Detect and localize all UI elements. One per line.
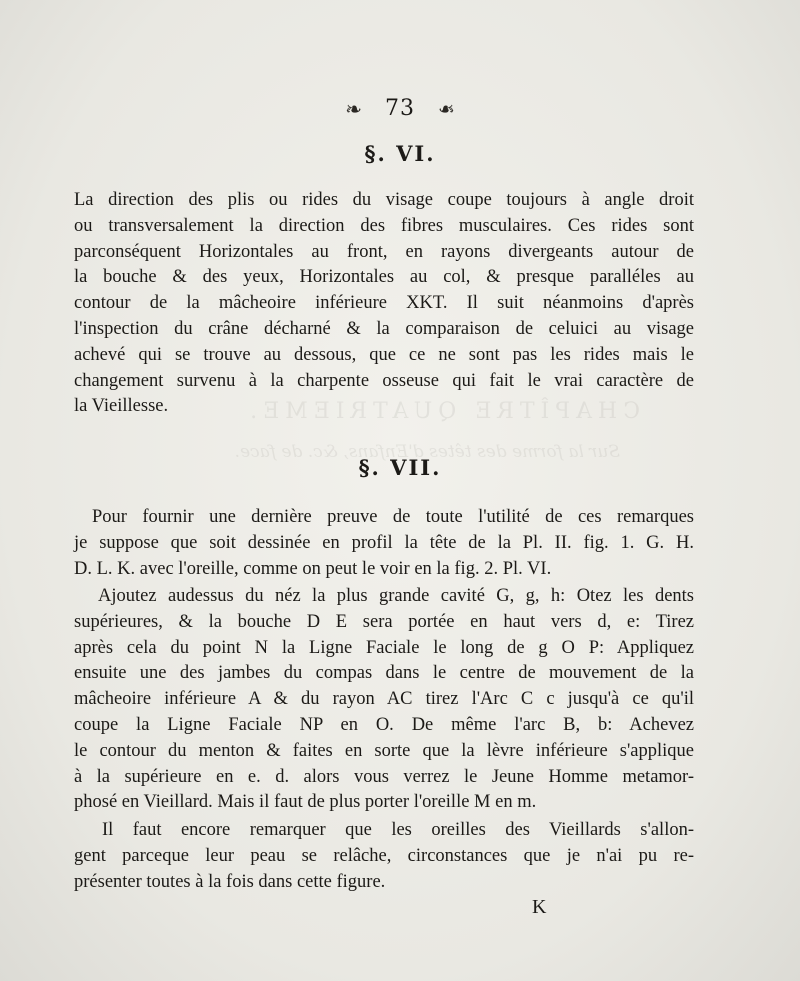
- page-header: [0, 96, 800, 121]
- section-6-paragraph: [74, 188, 694, 420]
- text-line: la Vieillesse.: [74, 396, 169, 417]
- section-7-paragraph-1: [74, 505, 694, 582]
- text-line: après cela du point N la Ligne Faciale le long de g O P: Appliquez: [74, 637, 694, 658]
- text-line: coupe la Ligne Faciale NP en O. De même l'arc B, b: Achevez: [74, 714, 694, 735]
- text-line: supérieures, & la bouche D E sera portée en haut vers d, e: Tirez: [74, 611, 694, 632]
- signature-mark: K: [532, 896, 547, 918]
- text-line: contour de la mâcheoire inférieure XKT. Il suit néanmoins d'après: [74, 293, 694, 314]
- text-line: à la supérieure en e. d. alors vous verrez le Jeune Homme metamor-: [74, 766, 694, 787]
- text-line: présenter toutes à la fois dans cette figure.: [74, 871, 386, 892]
- text-line: ensuite une des jambes du compas dans le centre de mouvement de la: [74, 663, 694, 684]
- text-line: mâcheoire inférieure A & du rayon AC tirez l'Arc C c jusqu'à ce qu'il: [74, 689, 694, 710]
- section-6-title: §. VI.: [364, 141, 436, 166]
- text-line: la bouche & des yeux, Horizontales au col, & presque paralléles au: [74, 267, 694, 288]
- bleed-subheading: Sur la forme des têtes d'Enfans, &c. de face.: [234, 442, 620, 462]
- text-line: l'inspection du crâne décharné & la comparaison de celuici au visage: [74, 318, 694, 339]
- text-line: achevé qui se trouve au dessous, que ce ne sont pas les rides mais le: [74, 344, 694, 365]
- bleed-heading: CHAPÎTRE QUATRIEME.: [244, 399, 640, 424]
- text-line: Pour fournir une dernière preuve de toute l'utilité de ces remarques: [92, 507, 694, 527]
- section-7-paragraph-2: [74, 584, 694, 816]
- text-line: phosé en Vieillard. Mais il faut de plus porter l'oreille M en m.: [74, 792, 537, 813]
- section-7-title: §. VII.: [358, 455, 442, 480]
- text-line: D. L. K. avec l'oreille, comme on peut le voir en la fig. 2. Pl. VI.: [74, 558, 552, 579]
- text-line: changement survenu à la charpente osseuse qui fait le vrai caractère de: [74, 370, 694, 391]
- text-line: parconséquent Horizontales au front, en rayons divergeants autour de: [74, 241, 694, 262]
- text-line: La direction des plis ou rides du visage coupe toujours à angle droit: [74, 190, 694, 210]
- text-line: ou transversalement la direction des fibres musculaires. Ces rides sont: [74, 215, 694, 236]
- text-line: Il faut encore remarquer que les oreilles des Vieillards s'allon-: [102, 820, 694, 840]
- section-7-paragraph-3: [74, 818, 694, 895]
- page-number: 73: [385, 96, 415, 121]
- left-ornament-icon: ❧: [345, 97, 363, 121]
- text-line: je suppose que soit dessinée en profil la tête de la Pl. II. fig. 1. G. H.: [74, 532, 694, 553]
- text-line: Ajoutez audessus du néz la plus grande cavité G, g, h: Otez les dents: [98, 586, 694, 606]
- right-ornament-icon: ❧: [437, 97, 455, 121]
- text-line: gent parceque leur peau se relâche, circonstances que je n'ai pu re-: [74, 845, 694, 866]
- text-line: le contour du menton & faites en sorte que la lèvre inférieure s'applique: [74, 740, 694, 761]
